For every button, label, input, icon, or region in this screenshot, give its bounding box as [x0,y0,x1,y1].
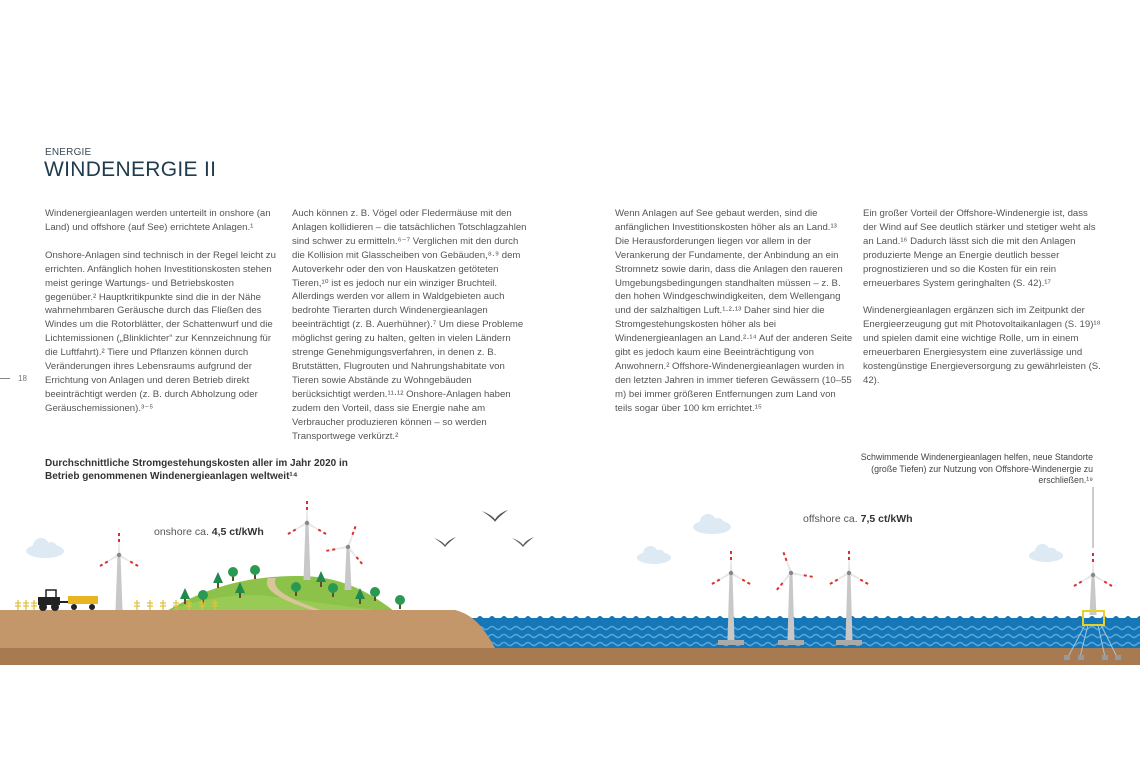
wind-energy-illustration [0,440,1140,670]
text-column-4 [863,207,1101,402]
wind-turbine-icon [287,501,326,580]
paragraph: Onshore-Anlagen sind technisch in der Regel leicht zu errichten. Anfänglich hohen Investitionskosten stehen meist geringe Wartungs- und Betriebskosten gegenüber.² Hauptkritikpunkte sind die in der Nähe wahrnehmbaren Geräusche durch das Fließen des Windes um die Rotorblätter, der Schattenwurf und die Lichtemissionen („Blinklichter“ zur Kennzeichnung für die Luftfahrt).² Tiere und Pflanzen können durch Veränderungen ihres Lebensraums aufgrund der Errichtung von Anlagen und deren Betrieb direkt beeinträchtigt werden (z. B. durch Abholzung oder Geräuschemissionen).³⁻⁵ [45,249,276,414]
birds [434,510,534,547]
cloud-icon [1029,544,1063,562]
onshore-value: 4,5 ct/kWh [211,526,264,538]
offshore-cost-label [803,513,913,525]
paragraph: Wenn Anlagen auf See gebaut werden, sind die anfänglichen Investitionskosten höher als an Land.¹³ Die Herausforderungen liegen vor allem in der Verankerung der Fundamente, der Anbindung an ein Stromnetz sowie darin, dass die Anlagen den raueren Umgebungsbedingungen standhalten müssen – z. B. den hohen Windgeschwindigkeiten, dem Wellengang und der salzhaltigen Luft.¹·²·¹³ Daher sind hier die Stromgestehungskosten höher als bei Windenergieanlagen an Land.²·¹⁴ Auf der anderen Seite gibt es jedoch kaum eine Beeinträchtigung von Anwohnern.² Offshore-Windenergieanlagen wurden in den letzten Jahren in immer tieferen Gewässern (10–55 m) bei immer größeren Entfernungen zum Land von teils sogar über 100 km errichtet.¹⁵ [615,208,853,414]
paragraph: Windenergieanlagen ergänzen sich im Zeitpunkt der Energieerzeugung gut mit Photovoltaikanlagen (S. 19)¹⁸ und spielen damit eine wichtige Rolle, um in einem erneuerbaren Energiesystem eine zuverlässige und kostengünstige Energieversorgung zu gewährleisten (S. 42). [863,305,1101,386]
page-number-rule [0,378,10,379]
onshore-prefix: onshore ca. [154,526,209,538]
crop-icon [147,600,153,610]
crop-icon [15,600,21,610]
crop-icon [23,600,29,610]
offshore-value: 7,5 ct/kWh [860,513,913,525]
onshore-cost-label [154,526,264,538]
paragraph: Windenergieanlagen werden unterteilt in onshore (an Land) und offshore (auf See) errichtete Anlagen.¹ [45,208,271,233]
floating-turbine-caption: Schwimmende Windenergieanlagen helfen, neue Standorte (große Tiefen) zur Nutzung von Offshore-Windenergie zu erschließen.¹⁹ [860,452,1093,485]
bird-icon [434,537,456,547]
paragraph: Auch können z. B. Vögel oder Fledermäuse mit den Anlagen kollidieren – die tatsächlichen Totschlagzahlen sind schwer zu ermitteln.⁶⁻⁷ Verglichen mit den durch die Kollision mit Glasscheiben von Gebäuden,⁸·⁹ dem Autoverkehr oder den von Hauskatzen getöteten Tieren,¹⁰ ist es jedoch nur ein winziger Bruchteil. Allerdings werden vor allem in Waldgebieten auch bedrohte Tierarten durch Windenergieanlagen beeinträchtigt (z. B. Auerhühner).⁷ Um diese Probleme möglichst gering zu halten, gelten in vielen Ländern strenge Genehmigungsverfahren, in denen z. B. Brutstätten, Flugrouten und Nahrungshabitate von Tieren sowie Abstände zu Wohngebäuden berücksichtigt werden.¹¹·¹² Onshore-Anlagen haben zudem den Vorteil, dass sie Energie nahe am Verbraucher produzieren können – so werden Transportwege verkürzt.² [292,208,527,442]
crop-icon [134,600,140,610]
cloud-icon [693,514,731,534]
bird-icon [512,537,534,547]
tree-icon [213,572,223,588]
wind-turbine-icon [99,533,138,610]
paragraph: Ein großer Vorteil der Offshore-Windenergie ist, dass der Wind auf See deutlich stärker und stetiger weht als an Land.¹⁶ Dadurch lässt sich die mit den Anlagen produzierte Menge an Energie deutlich besser prognostizieren und so die Kosten für ein rein erneuerbares System geringhalten (S. 42).¹⁷ [863,208,1096,289]
tree-icon [250,565,260,579]
tree-icon [228,567,238,581]
infographic-title: Durchschnittliche Stromgestehungskosten aller im Jahr 2020 in Betrieb genommenen Windenergieanlagen weltweit¹⁴ [45,458,348,482]
page-number-text: 18 [18,374,27,383]
land [0,610,495,648]
tree-icon [395,595,405,609]
text-column-3 [615,207,853,430]
section-kicker: ENERGIE [45,147,92,158]
page-number [0,374,27,383]
wind-turbine-icon [1073,553,1112,615]
crop-icon [31,600,37,610]
tractor-icon [38,590,98,611]
page-title: WINDENERGIE II [44,158,217,181]
text-column-1 [45,207,283,430]
crop-icon [160,600,166,610]
text-column-2 [292,207,530,457]
cloud-icon [637,546,671,564]
offshore-prefix: offshore ca. [803,513,858,525]
cloud-icon [26,538,64,558]
bird-icon [482,510,508,522]
